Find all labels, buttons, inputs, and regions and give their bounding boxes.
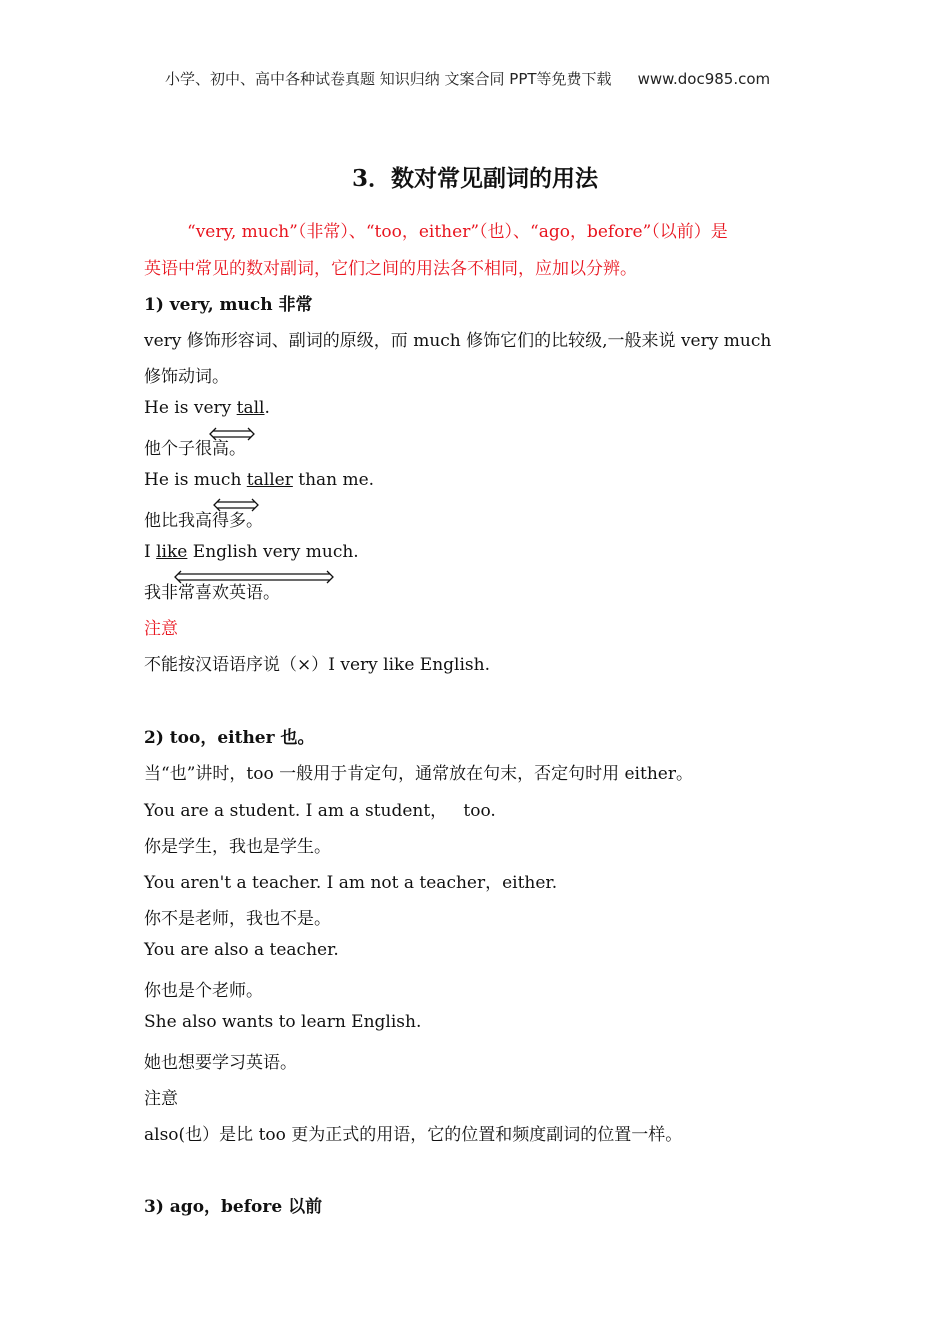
example-2-zh: 他比我高得多。	[144, 511, 263, 531]
section-1-desc-2: 修饰动词。	[144, 367, 229, 387]
section-2-desc: 当“也”讲时，too 一般用于肯定句，通常放在句末，否定句时用 either。	[144, 764, 693, 784]
section-2-example-3-zh: 你也是个老师。	[144, 981, 263, 1001]
double-arrow-icon	[208, 427, 256, 441]
underlined-word: taller	[246, 470, 293, 490]
section-1-note: 不能按汉语语序说（×）I very like English.	[144, 655, 490, 675]
section-1-heading: 1) very, much 非常	[144, 295, 313, 315]
page-title: 3．数对常见副词的用法	[351, 165, 598, 192]
section-1-desc-1: very 修饰形容词、副词的原级，而 much 修饰它们的比较级,一般来说 very much	[144, 331, 772, 351]
section-1-note-label: 注意	[144, 619, 178, 639]
section-2-example-4-en: She also wants to learn English.	[144, 1012, 422, 1032]
section-2-example-3-en: You are also a teacher.	[144, 940, 339, 960]
section-2-example-2-en: You aren't a teacher. I am not a teacher，either.	[144, 873, 558, 893]
section-2-note-label: 注意	[144, 1089, 178, 1109]
page-header	[165, 68, 770, 89]
double-arrow-icon	[212, 498, 260, 512]
example-3-en: I like English very much.	[144, 542, 359, 562]
example-3-zh: 我非常喜欢英语。	[144, 583, 280, 603]
example-1-en: He is very tall.	[144, 398, 270, 418]
section-2-heading: 2) too，either 也。	[144, 728, 315, 748]
section-3-heading: 3) ago，before 以前	[144, 1197, 323, 1217]
double-arrow-icon	[173, 570, 335, 584]
example-1-zh: 他个子很高。	[144, 439, 246, 459]
header-url[interactable]: www.doc985.com	[637, 70, 771, 88]
section-2-example-2-zh: 你不是老师，我也不是。	[144, 909, 331, 929]
section-2-example-1-zh: 你是学生，我也是学生。	[144, 837, 331, 857]
section-2-example-4-zh: 她也想要学习英语。	[144, 1053, 297, 1073]
underlined-word: tall	[236, 398, 265, 418]
intro-line-2: 英语中常见的数对副词，它们之间的用法各不相同，应加以分辨。	[144, 259, 637, 279]
example-2-en: He is much taller than me.	[144, 470, 375, 490]
section-2-example-1-en: You are a student. I am a student， too.	[144, 801, 496, 821]
section-2-note: also(也）是比 too 更为正式的用语，它的位置和频度副词的位置一样。	[144, 1125, 683, 1145]
header-text: 小学、初中、高中各种试卷真题 知识归纳 文案合同 PPT等免费下载	[165, 70, 612, 88]
underlined-word: like	[156, 542, 188, 562]
intro-line-1: “very, much”（非常）、“too，either”（也）、“ago，before”（以前）是	[187, 222, 728, 242]
